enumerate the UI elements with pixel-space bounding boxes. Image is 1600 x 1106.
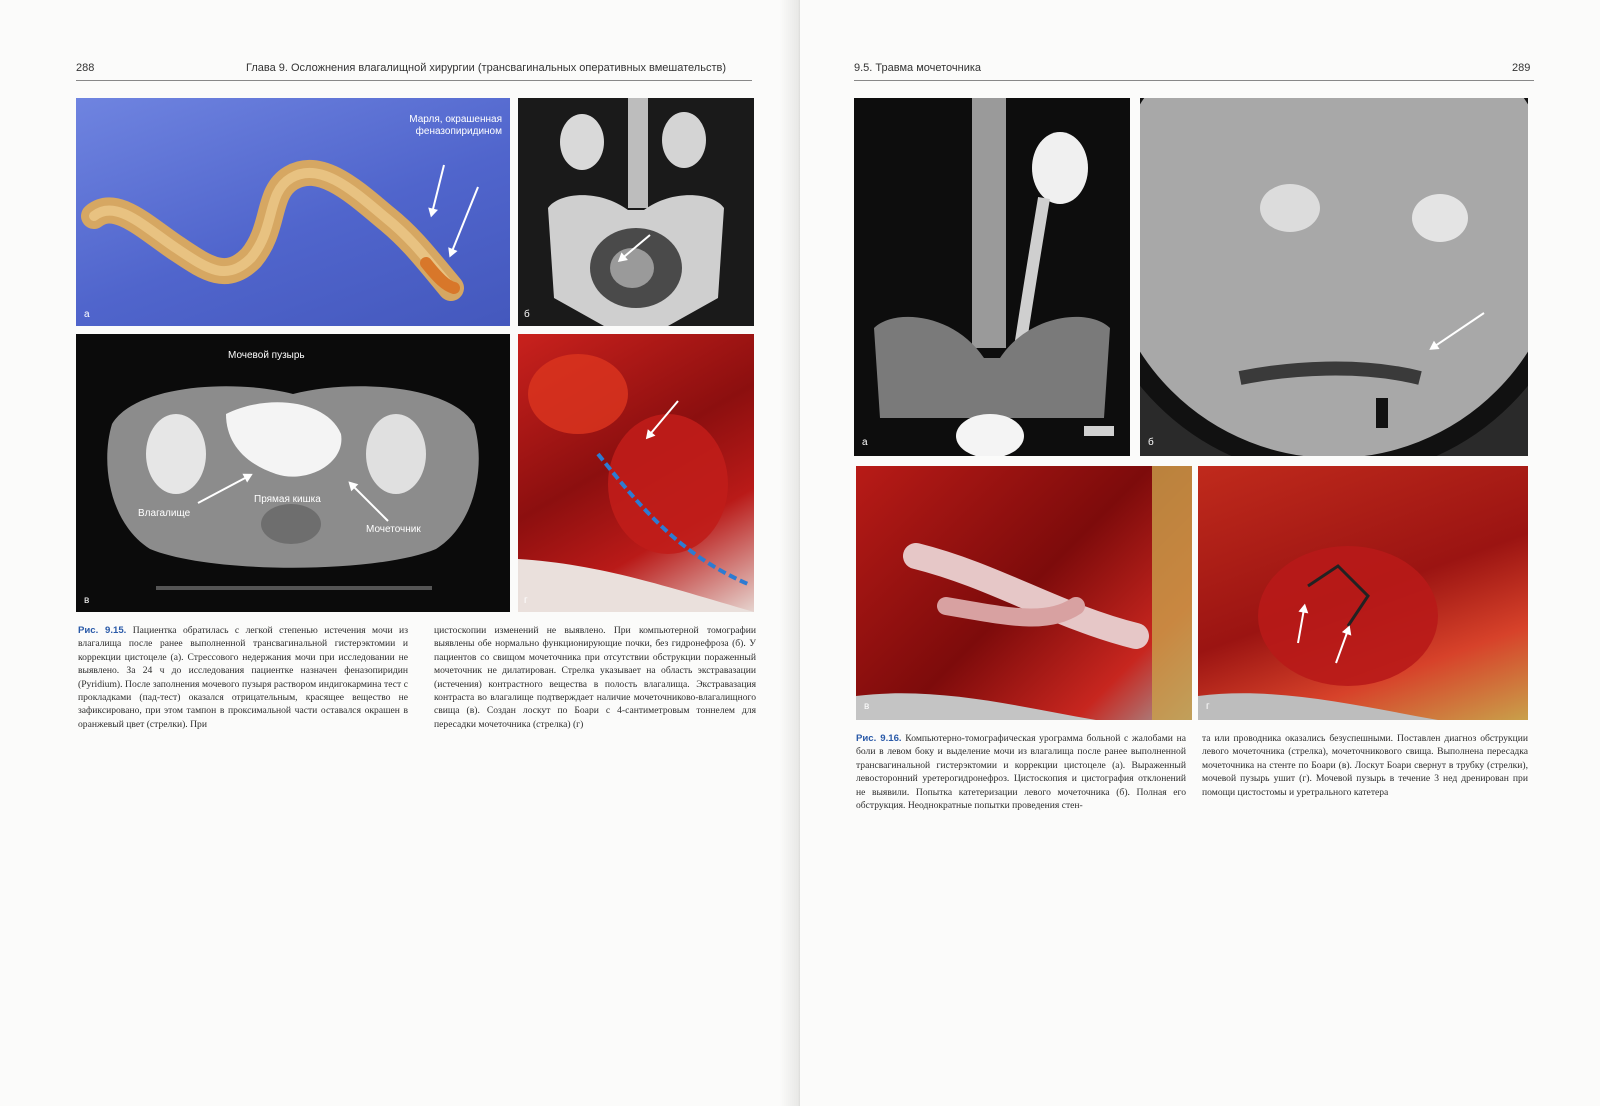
surgery-image <box>856 466 1192 720</box>
right-page <box>800 0 1600 1106</box>
panel-label: в <box>864 701 870 712</box>
figure-9-15-panel-a <box>76 98 510 326</box>
ct-axial-image <box>76 334 510 612</box>
figure-9-16-panel-v <box>856 466 1192 720</box>
running-head-left: Глава 9. Осложнения влагалищной хирургии (трансвагинальных оперативных вмешательств) <box>246 62 726 74</box>
figure-9-16-panel-g <box>1198 466 1528 720</box>
ureter-label: Мочеточник <box>366 524 421 535</box>
surgery-image <box>1198 466 1528 720</box>
figure-9-16-panel-b <box>1140 98 1528 456</box>
vagina-label: Влагалище <box>138 508 191 519</box>
figure-9-16-panel-a <box>854 98 1130 456</box>
figure-9-15-panel-b <box>518 98 754 326</box>
rectum-label: Прямая кишка <box>254 494 321 505</box>
figure-9-15-panel-v <box>76 334 510 612</box>
left-page <box>0 0 790 1106</box>
caption-9-15-text-2: цистоскопии изменений не выявлено. При компьютерной томографии выявлены обе нормально функционирующие почки, без гидронефроза (б). У пациентов со свищом мочеточника при отсутствии обструкции пораженный мочеточник не дилатирован. Стрелка указывает на область экстравазации (истечения) контрастного вещества в полость влагалища. Экстравазация контраста во влагалище подтверждает наличие мочеточниково-влагалищного свища (в). Создан лоскут по Боари с 4-сантиметровым тоннелем для пересадки мочеточника (стрелка) (г) <box>434 625 756 730</box>
page-number-right: 289 <box>1512 62 1531 74</box>
caption-9-15-col1 <box>78 624 408 731</box>
urogram-image <box>854 98 1130 456</box>
page-number-left: 288 <box>76 62 95 74</box>
header-rule-left <box>76 80 752 81</box>
bladder-label: Мочевой пузырь <box>228 350 305 361</box>
panel-label: а <box>84 309 90 320</box>
ct-coronal-image <box>518 98 754 326</box>
caption-9-16-col1 <box>856 732 1186 812</box>
panel-label: г <box>524 595 528 606</box>
header-rule-right <box>854 80 1534 81</box>
running-head-right: 9.5. Травма мочеточника <box>854 62 982 74</box>
panel-label: б <box>524 309 530 320</box>
panel-label: а <box>862 437 868 448</box>
gauze-annotation: Марля, окрашенная феназопиридином <box>409 114 502 137</box>
fluoroscopy-image <box>1140 98 1528 456</box>
figure-9-15-panel-g <box>518 334 754 612</box>
figure-9-16-label: Рис. 9.16. <box>856 733 902 744</box>
panel-label: в <box>84 595 90 606</box>
caption-9-16-text-1: Компьютерно-томографическая урограмма больной с жалобами на боли в левом боку и выделение мочи из влагалища после ранее выполненной трансвагинальной гистерэктомии и коррекции цистоцеле (а). Выраженный левосторонний уретерогидронефроз. Цистоскопия и цистография отклонений не выявили. Попытка катетеризации левого мочеточника (б). Полная его обструкция. Неоднократные попытки проведения стен- <box>856 733 1186 812</box>
caption-9-16-text-2: та или проводника оказались безуспешными. Поставлен диагноз обструкции левого мочеточника (стрелка), мочеточникового свища. Выполнена пересадка мочеточника на стенте по Боари (в). Лоскут Боари свернут в трубку (стрелки), мочевой пузырь ушит (г). Мочевой пузырь в течение 3 нед дренирован при помощи цистостомы и уретрального катетера <box>1202 733 1528 798</box>
surgery-image <box>518 334 754 612</box>
panel-label: б <box>1148 437 1154 448</box>
caption-9-15-text-1: Пациентка обратилась с легкой степенью истечения мочи из влагалища после ранее выполненной трансвагинальной гистерэктомии и коррекции цистоцеле (а). Стрессового недержания мочи при исследовании не выявлено. За 24 ч до исследования пациентке назначен феназопиридин (Pyridium). После заполнения мочевого пузыря раствором индигокармина тест с прокладками (пад-тест) оказался отрицательным, красящее вещество не зафиксировано, при этом тампон в проксимальной части оставался окрашен в оранжевый цвет (стрелки). При <box>78 625 408 730</box>
panel-label: г <box>1206 701 1210 712</box>
figure-9-15-label: Рис. 9.15. <box>78 625 127 636</box>
